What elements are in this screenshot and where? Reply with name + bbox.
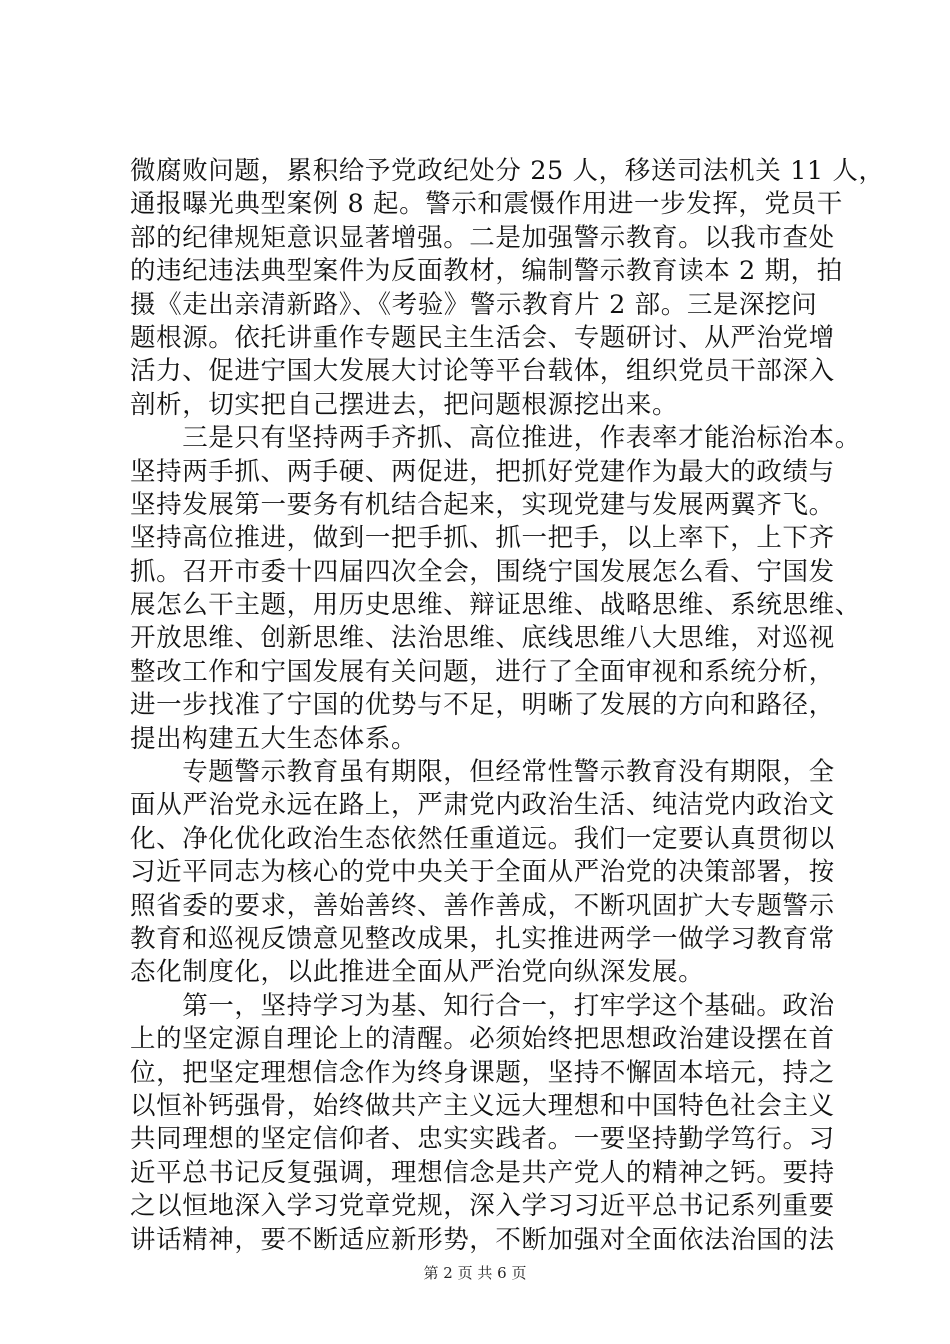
text-line: 三是只有坚持两手齐抓、高位推进，作表率才能治标治本。 <box>130 423 861 454</box>
text-line: 通报曝光典型案例 8 起。警示和震慑作用进一步发挥，党员干 <box>130 189 843 220</box>
text-line: 共同理想的坚定信仰者、忠实实践者。一要坚持勤学笃行。习 <box>130 1124 835 1155</box>
text-line: 态化制度化，以此推进全面从严治党向纵深发展。 <box>130 957 705 988</box>
text-line: 化、净化优化政治生态依然任重道远。我们一定要认真贯彻以 <box>130 823 835 854</box>
text-line: 提出构建五大生态体系。 <box>130 723 418 754</box>
text-line: 教育和巡视反馈意见整改成果，扎实推进两学一做学习教育常 <box>130 923 835 954</box>
text-line: 的违纪违法典型案件为反面教材，编制警示教育读本 2 期，拍 <box>130 256 843 287</box>
text-line: 以恒补钙强骨，始终做共产主义远大理想和中国特色社会主义 <box>130 1090 835 1121</box>
document-body <box>130 155 885 1257</box>
text-line: 坚持两手抓、两手硬、两促进，把抓好党建作为最大的政绩与 <box>130 456 835 487</box>
text-line: 部的纪律规矩意识显著增强。二是加强警示教育。以我市查处 <box>130 222 835 253</box>
text-line: 上的坚定源自理论上的清醒。必须始终把思想政治建设摆在首 <box>130 1024 835 1055</box>
text-line: 坚持高位推进，做到一把手抓、抓一把手，以上率下，上下齐 <box>130 523 835 554</box>
text-line: 第一，坚持学习为基、知行合一，打牢学这个基础。政治 <box>130 990 835 1021</box>
text-line: 照省委的要求，善始善终、善作善成，不断巩固扩大专题警示 <box>130 890 835 921</box>
text-line: 近平总书记反复强调，理想信念是共产党人的精神之钙。要持 <box>130 1157 835 1188</box>
text-line: 习近平同志为核心的党中央关于全面从严治党的决策部署，按 <box>130 857 835 888</box>
text-line: 展怎么干主题，用历史思维、辩证思维、战略思维、系统思维、 <box>130 590 861 621</box>
text-line: 活力、促进宁国大发展大讨论等平台载体，组织党员干部深入 <box>130 356 835 387</box>
text-line: 整改工作和宁国发展有关问题，进行了全面审视和系统分析， <box>130 656 835 687</box>
text-line: 专题警示教育虽有期限，但经常性警示教育没有期限，全 <box>130 757 835 788</box>
text-line: 面从严治党永远在路上，严肃党内政治生活、纯洁党内政治文 <box>130 790 835 821</box>
text-line: 剖析，切实把自己摆进去，把问题根源挖出来。 <box>130 389 679 420</box>
text-line: 位，把坚定理想信念作为终身课题，坚持不懈固本培元，持之 <box>130 1057 835 1088</box>
text-line: 抓。召开市委十四届四次全会，围绕宁国发展怎么看、宁国发 <box>130 556 835 587</box>
text-line: 之以恒地深入学习党章党规，深入学习习近平总书记系列重要 <box>130 1191 835 1222</box>
text-line: 题根源。依托讲重作专题民主生活会、专题研讨、从严治党增 <box>130 322 835 353</box>
text-line: 讲话精神，要不断适应新形势，不断加强对全面依法治国的法 <box>130 1224 835 1255</box>
text-line: 微腐败问题，累积给予党政纪处分 25 人，移送司法机关 11 人， <box>130 156 885 186</box>
text-line: 摄《走出亲清新路》、《考验》警示教育片 2 部。三是深挖问 <box>130 289 818 320</box>
page-footer: 第 2 页 共 6 页 <box>423 1264 527 1282</box>
text-line: 开放思维、创新思维、法治思维、底线思维八大思维，对巡视 <box>130 623 835 654</box>
text-line: 坚持发展第一要务有机结合起来，实现党建与发展两翼齐飞。 <box>130 489 835 520</box>
text-line: 进一步找准了宁国的优势与不足，明晰了发展的方向和路径， <box>130 690 835 721</box>
